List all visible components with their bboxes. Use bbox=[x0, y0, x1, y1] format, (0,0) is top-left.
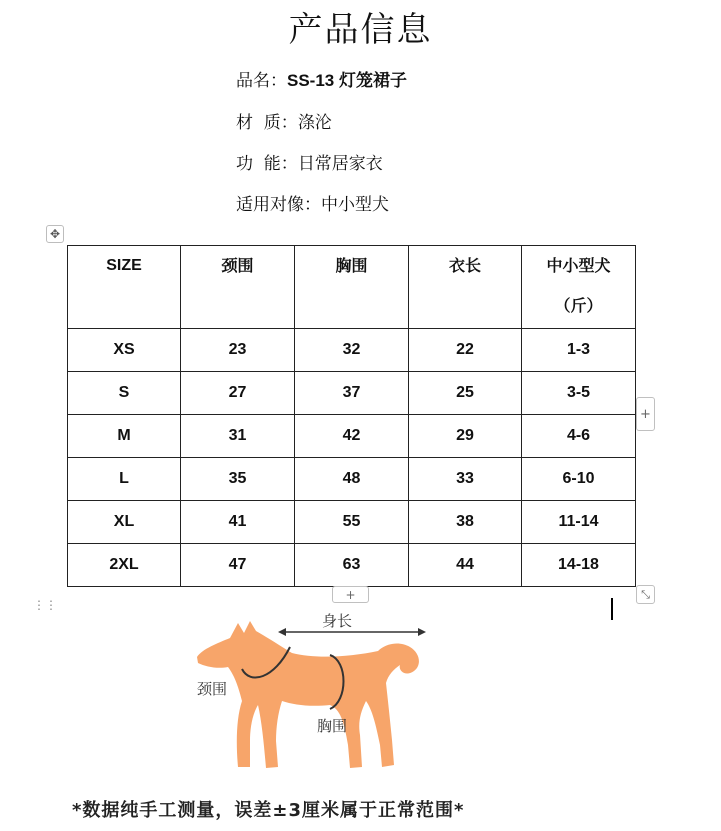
cell-size[interactable]: XL bbox=[68, 501, 181, 544]
table-row bbox=[68, 458, 636, 501]
cell-neck[interactable]: 31 bbox=[181, 415, 295, 458]
cell-length[interactable]: 25 bbox=[409, 372, 522, 415]
info-product-name bbox=[236, 66, 407, 91]
info-material bbox=[236, 108, 332, 133]
dog-measurement-diagram bbox=[190, 605, 450, 775]
info-function bbox=[236, 149, 383, 174]
cell-size[interactable]: S bbox=[68, 372, 181, 415]
cell-chest[interactable]: 42 bbox=[295, 415, 409, 458]
cell-weight[interactable]: 6-10 bbox=[522, 458, 636, 501]
info-target bbox=[236, 190, 389, 215]
cell-size[interactable]: 2XL bbox=[68, 544, 181, 587]
table-row bbox=[68, 372, 636, 415]
header-size: SIZE bbox=[68, 246, 181, 329]
info-label: 功 能： bbox=[236, 154, 298, 174]
cell-chest[interactable]: 37 bbox=[295, 372, 409, 415]
cell-neck[interactable]: 41 bbox=[181, 501, 295, 544]
add-column-button[interactable] bbox=[636, 397, 655, 431]
table-row bbox=[68, 329, 636, 372]
cell-chest[interactable]: 55 bbox=[295, 501, 409, 544]
cell-weight[interactable]: 3-5 bbox=[522, 372, 636, 415]
add-row-button[interactable] bbox=[332, 586, 369, 603]
cell-length[interactable]: 22 bbox=[409, 329, 522, 372]
cell-size[interactable]: M bbox=[68, 415, 181, 458]
text-cursor bbox=[611, 598, 613, 620]
table-resize-handle[interactable] bbox=[636, 585, 655, 604]
header-neck: 颈围 bbox=[181, 246, 295, 329]
info-label: 适用对像： bbox=[236, 195, 321, 215]
plus-icon: + bbox=[640, 406, 651, 422]
cell-length[interactable]: 44 bbox=[409, 544, 522, 587]
cell-length[interactable]: 29 bbox=[409, 415, 522, 458]
cell-chest[interactable]: 63 bbox=[295, 544, 409, 587]
header-weight bbox=[522, 246, 636, 329]
chest-label: 胸围 bbox=[317, 717, 348, 735]
table-row bbox=[68, 501, 636, 544]
dog-silhouette bbox=[197, 621, 419, 768]
resize-icon: ⤡ bbox=[641, 587, 650, 601]
header-weight-unit: （斤） bbox=[554, 296, 603, 315]
cell-neck[interactable]: 47 bbox=[181, 544, 295, 587]
page-title: 产品信息 bbox=[288, 10, 433, 50]
cell-size[interactable]: L bbox=[68, 458, 181, 501]
info-value: 日常居家衣 bbox=[297, 154, 383, 174]
info-value: 中小型犬 bbox=[321, 195, 389, 215]
table-row bbox=[68, 544, 636, 587]
cell-weight[interactable]: 14-18 bbox=[522, 544, 636, 587]
size-table bbox=[67, 245, 636, 587]
drag-handle-icon[interactable]: ⋮⋮ bbox=[33, 598, 57, 612]
cell-chest[interactable]: 48 bbox=[295, 458, 409, 501]
cell-size[interactable]: XS bbox=[68, 329, 181, 372]
header-chest: 胸围 bbox=[295, 246, 409, 329]
cell-length[interactable]: 38 bbox=[409, 501, 522, 544]
info-value: 涤沦 bbox=[297, 113, 332, 133]
info-label: 品名： bbox=[236, 71, 287, 91]
cell-neck[interactable]: 35 bbox=[181, 458, 295, 501]
info-value: SS-13 灯笼裙子 bbox=[287, 71, 407, 90]
header-length: 衣长 bbox=[409, 246, 522, 329]
cell-neck[interactable]: 23 bbox=[181, 329, 295, 372]
table-move-handle[interactable] bbox=[46, 225, 64, 243]
cell-chest[interactable]: 32 bbox=[295, 329, 409, 372]
table-row bbox=[68, 415, 636, 458]
cell-weight[interactable]: 11-14 bbox=[522, 501, 636, 544]
cell-weight[interactable]: 1-3 bbox=[522, 329, 636, 372]
cell-neck[interactable]: 27 bbox=[181, 372, 295, 415]
measurement-footnote: *数据纯手工测量，误差±3厘米属于正常范围* bbox=[72, 800, 465, 821]
cell-weight[interactable]: 4-6 bbox=[522, 415, 636, 458]
move-icon: ✥ bbox=[49, 227, 61, 241]
table-header-row bbox=[68, 246, 636, 329]
info-label: 材 质： bbox=[236, 113, 298, 133]
neck-label: 颈围 bbox=[197, 680, 228, 698]
cell-length[interactable]: 33 bbox=[409, 458, 522, 501]
body-length-label: 身长 bbox=[322, 612, 353, 630]
header-weight-label: 中小型犬 bbox=[546, 256, 611, 275]
plus-icon: + bbox=[345, 587, 356, 602]
